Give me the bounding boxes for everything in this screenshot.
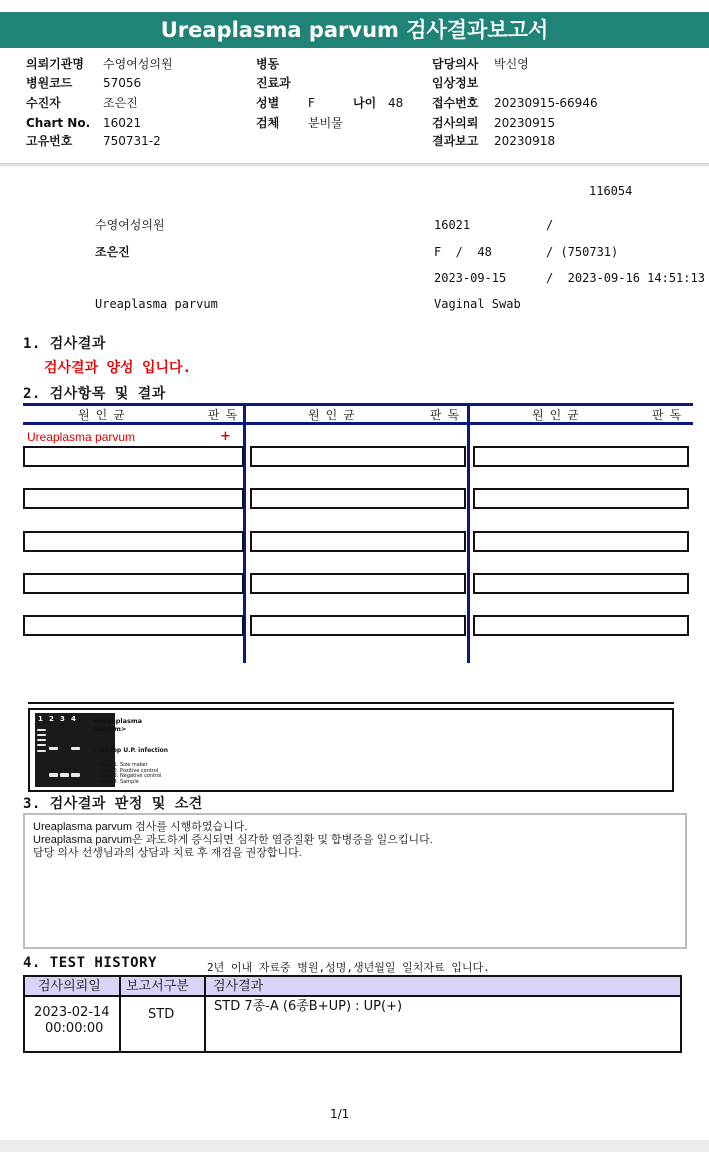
- gel-band: [37, 750, 46, 752]
- page-number: 1/1: [330, 1107, 350, 1121]
- clinic-value: 수영여성의원: [103, 57, 173, 71]
- findings-box: [23, 813, 687, 949]
- gel-band: [71, 773, 80, 777]
- department-label: 진료과: [256, 76, 291, 90]
- clinic-label: 의뢰기관명: [26, 57, 84, 71]
- organism-column-header: 원인균: [78, 408, 131, 422]
- result-reading: +: [220, 429, 231, 444]
- gel-lane-legend-item: Lane 2. Positive control: [100, 767, 159, 774]
- history-table: [23, 975, 682, 1053]
- history-header-date: 검사의뢰일: [38, 979, 101, 994]
- specimen-value: 분비물: [308, 116, 343, 130]
- patient-value: 조은진: [103, 96, 138, 110]
- result-cell: [23, 615, 244, 636]
- gel-band: [71, 747, 80, 750]
- gel-arrow-label: ← 350bp U.P. infection: [93, 747, 169, 754]
- summary-test: Ureaplasma parvum: [95, 297, 218, 311]
- gel-lane-legend: [100, 763, 161, 785]
- finding-line: Ureaplasma parvum은 과도하게 증식되면 심각한 염증질환 및 합병증을 일으킵니다.: [33, 834, 433, 846]
- hospital-code-value: 57056: [103, 76, 142, 90]
- result-cell: [250, 446, 466, 467]
- history-header-type: 보고서구분: [126, 979, 189, 994]
- age-value: 48: [388, 96, 404, 110]
- summary-chart: 16021: [434, 218, 471, 232]
- organism-column-header: 원인균: [308, 408, 361, 422]
- history-column-divider: [204, 977, 206, 1053]
- summary-sex-age: F / 48: [434, 245, 492, 259]
- gel-band: [37, 729, 46, 731]
- unique-no-value: 750731-2: [103, 134, 161, 148]
- history-date: 2023-02-14: [34, 1005, 110, 1020]
- result-cell: [473, 446, 689, 467]
- history-result: STD 7종-A (6종B+UP) : UP(+): [214, 999, 403, 1014]
- age-label: 나이: [353, 96, 377, 110]
- summary-specimen: Vaginal Swab: [434, 297, 521, 311]
- doctor-label: 담당의사: [432, 57, 479, 71]
- result-cell: [23, 531, 244, 552]
- section1-title: 1. 검사결과: [23, 336, 106, 352]
- history-time: 00:00:00: [45, 1021, 104, 1036]
- result-cell: [473, 615, 689, 636]
- chart-no-label: Chart No.: [26, 116, 91, 130]
- report-title: Ureaplasma parvum 검사결과보고서: [0, 12, 709, 48]
- gel-band: [60, 773, 69, 777]
- report-id: 116054: [589, 184, 633, 198]
- request-date-label: 검사의뢰: [432, 116, 479, 130]
- reading-column-header: 판독: [208, 408, 244, 422]
- history-note: 2년 이내 자료중 병원,성명,생년월일 일치자료 입니다.: [207, 961, 490, 974]
- summary-clinic: 수영여성의원: [95, 218, 165, 232]
- chart-no-value: 16021: [103, 116, 142, 130]
- history-type: STD: [148, 1007, 175, 1022]
- result-cell: [250, 573, 466, 594]
- specimen-label: 검체: [256, 116, 280, 130]
- receipt-no-value: 20230915-66946: [494, 96, 598, 110]
- result-positive-text: 검사결과 양성 입니다.: [44, 360, 192, 376]
- ward-label: 병동: [256, 57, 280, 71]
- finding-line: 담당 의사 선생님과의 상담과 치료 후 재검을 권장합니다.: [33, 847, 302, 859]
- request-date-value: 20230915: [494, 116, 556, 130]
- clinical-info-label: 임상정보: [432, 76, 479, 90]
- result-cell: [250, 615, 466, 636]
- gel-band: [37, 734, 46, 736]
- bottom-strip: [0, 1140, 709, 1152]
- report-date-label: 결과보고: [432, 134, 479, 148]
- history-header-row: [25, 977, 680, 997]
- history-column-divider: [119, 977, 121, 1053]
- summary-reported: / 2023-09-16 14:51:13: [546, 271, 705, 285]
- gel-electrophoresis-image: [35, 713, 169, 787]
- summary-patient: 조은진: [95, 245, 130, 259]
- sex-value: F: [308, 96, 315, 110]
- gel-lane-legend-item: Lane 4. Sample: [100, 778, 139, 785]
- section3-title: 3. 검사결과 판정 및 소견: [23, 796, 203, 812]
- gel-caption: <Ureaplasma parvum>: [93, 717, 143, 733]
- receipt-no-label: 접수번호: [432, 96, 479, 110]
- gel-top-rule: [28, 702, 674, 704]
- summary-received: 2023-09-15: [434, 271, 507, 285]
- gel-band: [37, 739, 46, 741]
- sex-label: 성별: [256, 96, 280, 110]
- gel-lane-number: 4: [71, 715, 76, 723]
- patient-label: 수진자: [26, 96, 61, 110]
- gel-lane-legend-item: Lane 3. Negative control: [100, 773, 162, 779]
- gel-lane-legend-item: Lane 1. Size maker: [100, 762, 148, 768]
- result-cell: [473, 488, 689, 509]
- finding-line: Ureaplasma parvum 검사를 시행하였습니다.: [33, 821, 248, 833]
- gel-band: [49, 747, 58, 750]
- result-cell: [23, 446, 244, 467]
- section4-title: 4. TEST HISTORY: [23, 955, 157, 971]
- report-date-value: 20230918: [494, 134, 556, 148]
- history-header-result: 검사결과: [213, 979, 264, 994]
- results-column-divider: [467, 403, 470, 663]
- result-cell: [23, 488, 244, 509]
- hospital-code-label: 병원코드: [26, 76, 73, 90]
- result-cell: [473, 531, 689, 552]
- result-organism: Ureaplasma parvum: [27, 430, 136, 444]
- summary-regno: / (750731): [546, 245, 619, 259]
- gel-lane-number: 1: [38, 715, 43, 723]
- organism-column-header: 원인균: [532, 408, 585, 422]
- result-cell: [23, 573, 244, 594]
- gel-lane-number: 3: [60, 715, 65, 723]
- summary-slash: /: [546, 218, 554, 232]
- result-cell: [473, 573, 689, 594]
- gel-image-box: [28, 708, 674, 792]
- header-divider: [0, 163, 709, 167]
- unique-no-label: 고유번호: [26, 134, 73, 148]
- section2-title: 2. 검사항목 및 결과: [23, 386, 166, 402]
- result-cell: [250, 488, 466, 509]
- reading-column-header: 판독: [652, 408, 688, 422]
- gel-band: [49, 773, 58, 777]
- reading-column-header: 판독: [430, 408, 466, 422]
- doctor-value: 박신영: [494, 57, 529, 71]
- result-cell: [250, 531, 466, 552]
- gel-lane-number: 2: [49, 715, 54, 723]
- gel-band: [37, 744, 46, 746]
